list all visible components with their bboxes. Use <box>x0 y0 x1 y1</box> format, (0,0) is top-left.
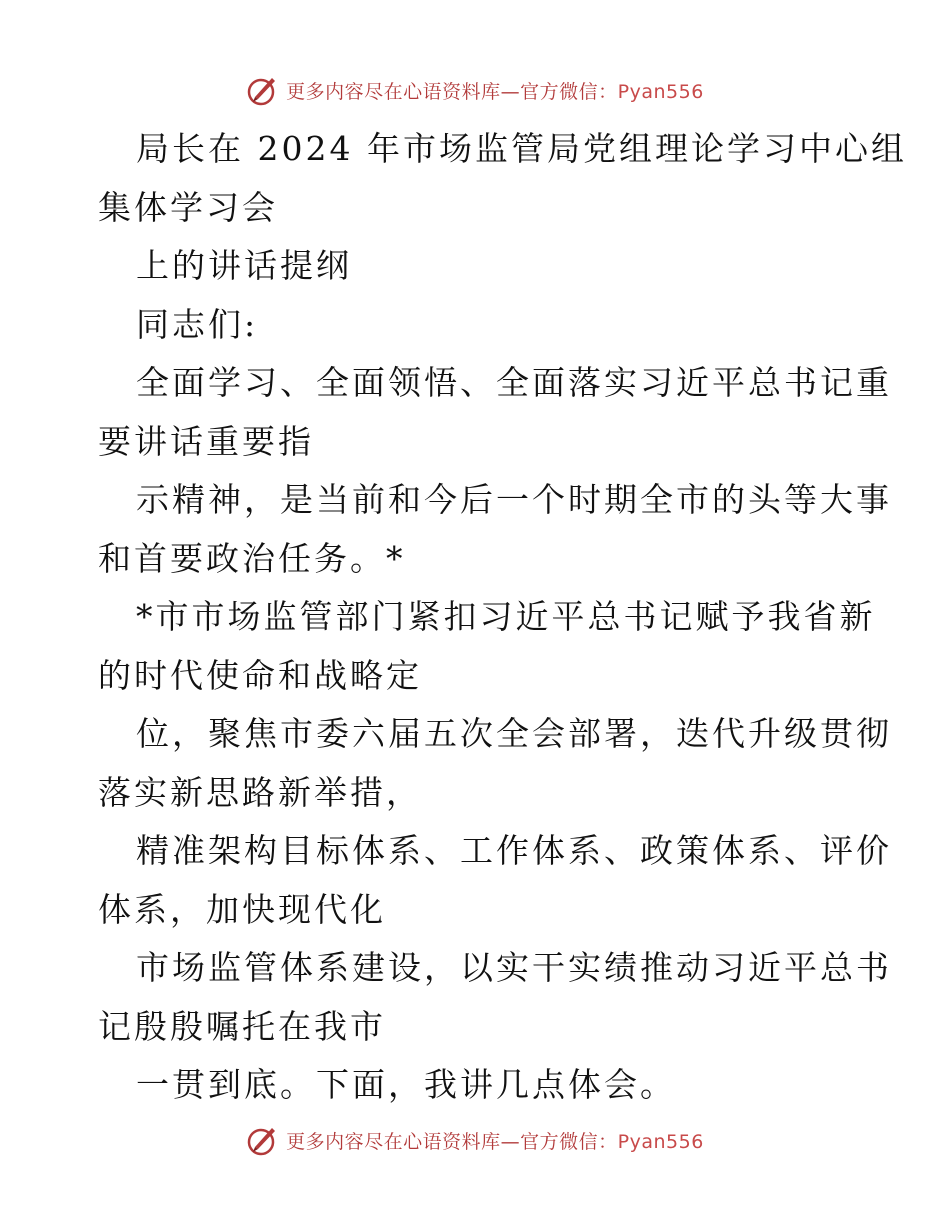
text-line: 位，聚焦市委六届五次全会部署，迭代升级贯彻 <box>136 714 892 753</box>
text-line: 局长在 2024 年市场监管局党组理论学习中心组 <box>136 129 907 168</box>
text-line: 上的讲话提纲 <box>136 246 352 285</box>
watermark-footer <box>0 1120 950 1160</box>
text-line: 体系，加快现代化 <box>98 889 386 929</box>
text-line: 同志们: <box>136 304 259 344</box>
quill-logo-icon <box>246 73 280 107</box>
watermark-text: 更多内容尽在心语资料库—官方微信：Pyan556 <box>286 80 704 103</box>
watermark-handle: Pyan556 <box>617 1130 704 1153</box>
text-line: *市市场监管部门紧扣习近平总书记赋予我省新 <box>136 597 876 636</box>
text-line: 示精神，是当前和今后一个时期全市的头等大事 <box>136 480 892 519</box>
text-line: 集体学习会 <box>98 187 278 227</box>
watermark-header <box>0 70 950 110</box>
text-line: 记殷殷嘱托在我市 <box>98 1006 386 1046</box>
watermark-text: 更多内容尽在心语资料库—官方微信：Pyan556 <box>286 1130 704 1153</box>
text-line: 要讲话重要指 <box>98 421 314 461</box>
quill-logo-icon <box>246 1123 280 1157</box>
text-line: 市场监管体系建设，以实干实绩推动习近平总书 <box>136 948 892 987</box>
text-line: 的时代使命和战略定 <box>98 655 422 695</box>
text-line: 和首要政治任务。* <box>98 538 406 578</box>
text-line: 全面学习、全面领悟、全面落实习近平总书记重 <box>136 363 892 402</box>
text-line: 一贯到底。下面，我讲几点体会。 <box>136 1065 676 1104</box>
watermark-handle: Pyan556 <box>617 80 704 103</box>
document-body <box>98 120 907 1115</box>
text-line: 落实新思路新举措， <box>98 772 422 812</box>
text-line: 精准架构目标体系、工作体系、政策体系、评价 <box>136 831 892 870</box>
